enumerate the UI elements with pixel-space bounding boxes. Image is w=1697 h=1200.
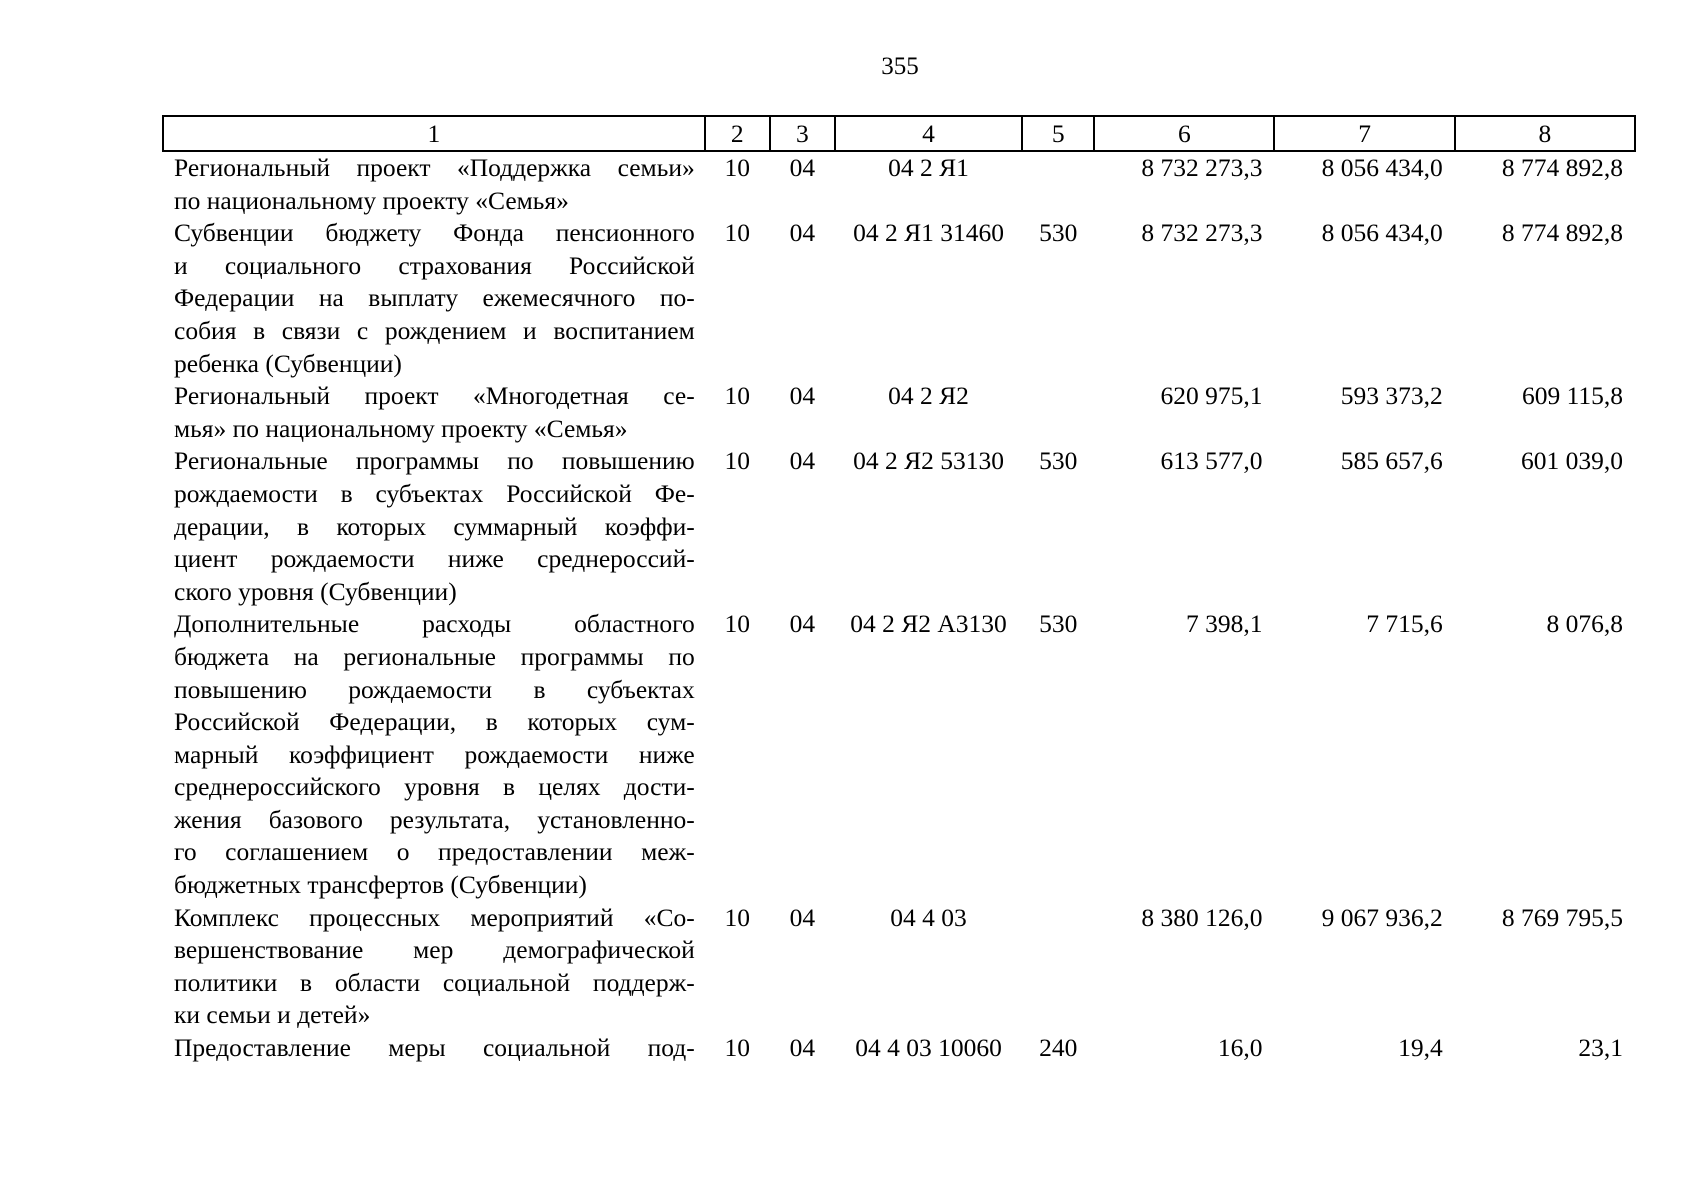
item-name-cell [163,151,705,217]
item-name-line: среднероссийского уровня в целях дости- [174,772,695,802]
section-cell: 10 [724,218,751,248]
table-row [163,608,1635,901]
target-code-cell: 04 2 Я1 31460 [853,218,1004,248]
subsection-cell: 04 [789,381,816,411]
item-name-line: жения базового результата, установленно- [174,804,695,834]
amount-year2-cell: 8 056 434,0 [1321,153,1443,182]
item-name-cell [163,902,705,1032]
page-number: 355 [881,53,919,80]
column-header-2: 2 [705,116,770,151]
amount-year2-cell: 8 056 434,0 [1321,218,1443,248]
subsection-cell: 04 [789,218,816,248]
item-name-cell [163,380,705,445]
amount-year1-cell: 620 975,1 [1160,381,1263,411]
item-name-line: марный коэффициент рождаемости ниже [174,739,695,769]
item-name-line: дерации, в которых суммарный коэффи- [174,511,695,541]
item-name-line: Российской Федерации, в которых сум- [174,707,695,737]
amount-year2-cell: 585 657,6 [1340,446,1443,476]
table-row [163,902,1635,1032]
item-name-line: Предоставление меры социальной под- [174,1033,695,1063]
item-name-line: Субвенции бюджету Фонда пенсионного [174,218,695,248]
subsection-cell: 04 [789,1033,816,1063]
expense-type-cell: 530 [1039,446,1078,476]
amount-year3-cell: 8 774 892,8 [1501,218,1623,248]
header-row [163,116,1635,151]
amount-year1-cell: 8 732 273,3 [1141,218,1263,248]
item-name-line: вершенствование мер демографической [174,935,695,965]
subsection-cell: 04 [789,153,816,182]
expense-type-cell: 530 [1039,609,1078,639]
item-name-line: го соглашением о предоставлении меж- [174,837,695,867]
expense-type-cell: 240 [1039,1033,1078,1063]
subsection-cell: 04 [789,446,816,476]
table-row [163,445,1635,608]
item-name-line: мья» по национальному проекту «Семья» [174,413,628,443]
item-name-line: Федерации на выплату ежемесячного по- [174,283,695,313]
item-name-cell [163,445,705,608]
column-header-8: 8 [1455,116,1635,151]
item-name-line: ского уровня (Субвенции) [174,576,457,606]
item-name-line: Региональные программы по повышению [174,446,695,476]
section-cell: 10 [724,902,751,932]
item-name-cell [163,217,705,380]
column-header-6: 6 [1094,116,1274,151]
item-name-line: рождаемости в субъектах Российской Фе- [174,478,695,508]
table-header [163,116,1635,151]
subsection-cell: 04 [789,609,816,639]
table-body [163,151,1635,1065]
amount-year3-cell: 8 774 892,8 [1501,153,1623,182]
item-name-line: Региональный проект «Многодетная се- [174,381,695,411]
item-name-cell [163,608,705,901]
amount-year3-cell: 8 769 795,5 [1501,902,1623,932]
section-cell: 10 [724,153,751,182]
column-header-7: 7 [1274,116,1454,151]
item-name-line: и социального страхования Российской [174,250,695,280]
target-code-cell: 04 2 Я2 [888,381,969,411]
amount-year1-cell: 8 732 273,3 [1141,153,1263,182]
column-header-4: 4 [835,116,1022,151]
subsection-cell: 04 [789,902,816,932]
table-row [163,217,1635,380]
item-name-line: циент рождаемости ниже среднероссий- [174,544,695,574]
expense-type-cell [1022,151,1094,217]
target-code-cell: 04 2 Я2 53130 [853,446,1004,476]
target-code-cell: 04 2 Я2 А3130 [850,609,1007,639]
table-row [163,1032,1635,1065]
item-name-line: ки семьи и детей» [174,1000,371,1030]
item-name-line: Региональный проект «Поддержка семьи» [174,153,695,182]
amount-year1-cell: 16,0 [1217,1033,1263,1063]
amount-year1-cell: 8 380 126,0 [1141,902,1263,932]
item-name-line: собия в связи с рождением и воспитанием [174,315,695,345]
target-code-cell: 04 4 03 [890,902,967,932]
section-cell: 10 [724,609,751,639]
amount-year1-cell: 7 398,1 [1185,609,1263,639]
table-row [163,151,1635,217]
amount-year2-cell: 7 715,6 [1366,609,1443,639]
amount-year2-cell: 19,4 [1398,1033,1443,1063]
amount-year3-cell: 23,1 [1578,1033,1623,1063]
amount-year2-cell: 593 373,2 [1340,381,1443,411]
item-name-line: бюджета на региональные программы по [174,641,695,671]
item-name-line: Комплекс процессных мероприятий «Со- [174,902,695,932]
expense-type-cell [1022,380,1094,445]
expense-type-cell [1022,902,1094,1032]
item-name-line: Дополнительные расходы областного [174,609,695,639]
item-name-line: политики в области социальной поддерж- [174,967,695,997]
section-cell: 10 [724,446,751,476]
table-row [163,380,1635,445]
budget-table [162,115,1636,1065]
section-cell: 10 [724,381,751,411]
amount-year2-cell: 9 067 936,2 [1321,902,1443,932]
amount-year3-cell: 609 115,8 [1521,381,1623,411]
item-name-line: повышению рождаемости в субъектах [174,674,695,704]
amount-year3-cell: 601 039,0 [1521,446,1623,476]
amount-year3-cell: 8 076,8 [1546,609,1623,639]
item-name-line: бюджетных трансфертов (Субвенции) [174,870,587,900]
amount-year1-cell: 613 577,0 [1160,446,1263,476]
target-code-cell: 04 4 03 10060 [855,1033,1002,1063]
item-name-line: по национальному проекту «Семья» [174,185,569,215]
item-name-cell [163,1032,705,1065]
section-cell: 10 [724,1033,751,1063]
target-code-cell: 04 2 Я1 [888,153,969,182]
column-header-1: 1 [163,116,705,151]
item-name-line: ребенка (Субвенции) [174,348,402,378]
expense-type-cell: 530 [1039,218,1078,248]
column-header-3: 3 [770,116,835,151]
column-header-5: 5 [1022,116,1094,151]
